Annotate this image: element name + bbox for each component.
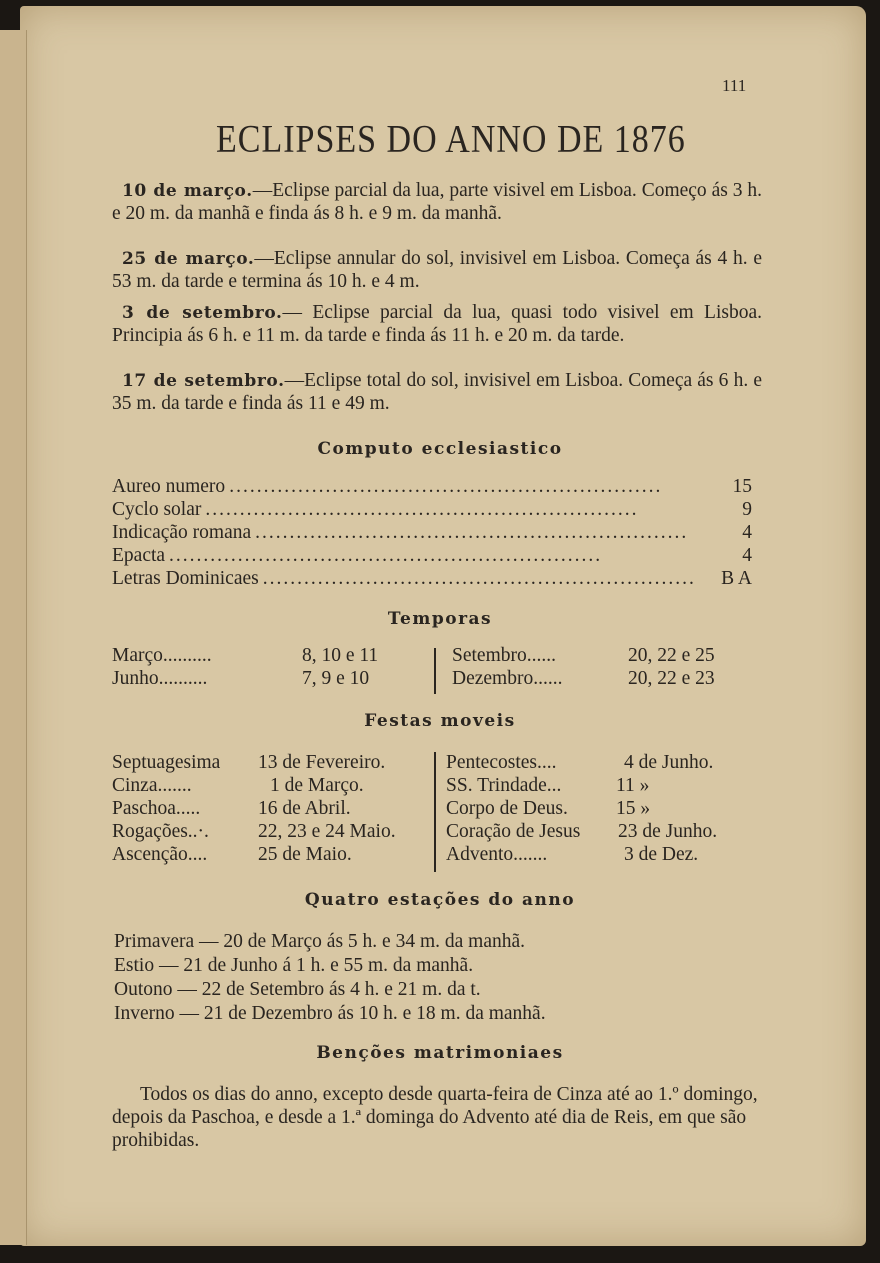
- estacao-line: Primavera — 20 de Março ás 5 h. e 34 m. da manhã.: [114, 931, 526, 952]
- temporas-dates: 7, 9 e 10: [302, 668, 370, 689]
- festas-divider: [434, 752, 436, 872]
- computo-value: 4: [742, 522, 752, 543]
- computo-label: Epacta: [112, 545, 166, 566]
- eclipse-text: — Eclipse parcial da lua, quasi todo visivel em Lisboa. Principia ás 6 h. e 11 m. da tarde e finda ás 11 h. e 20 m. da tarde.: [112, 302, 762, 346]
- festa-date: 23 de Junho.: [618, 821, 718, 842]
- festa-name: Advento.......: [446, 844, 548, 865]
- festa-name: Rogações..·.: [112, 821, 209, 842]
- festa-name: Corpo de Deus.: [446, 798, 568, 819]
- festa-date: 16 de Abril.: [258, 798, 351, 819]
- computo-row: Cyclo solar ............................................................... 9: [112, 499, 752, 520]
- page-number: 111: [722, 76, 747, 95]
- eclipse-entry: [112, 248, 762, 293]
- eclipse-date: 17 de setembro.: [122, 371, 285, 391]
- estacoes-heading: Quatro estações do anno: [304, 890, 576, 910]
- computo-row: Indicação romana ............................................................... 4: [112, 522, 752, 543]
- festa-date: 25 de Maio.: [258, 844, 352, 865]
- festa-name: Cinza.......: [112, 775, 192, 796]
- eclipse-entry: [112, 302, 762, 347]
- eclipse-date: 25 de março.: [122, 249, 255, 269]
- computo-label: Aureo numero: [112, 476, 226, 497]
- festa-date: 11 »: [616, 775, 650, 796]
- festa-name: Septuagesima: [112, 752, 221, 773]
- temporas-month: Junho..........: [112, 668, 208, 689]
- temporas-heading: Temporas: [387, 609, 493, 629]
- festa-date: 4 de Junho.: [624, 752, 714, 773]
- festa-name: Pentecostes....: [446, 752, 557, 773]
- festa-name: Ascenção....: [112, 844, 208, 865]
- temporas-month: Dezembro......: [452, 668, 563, 689]
- computo-label: Cyclo solar: [112, 499, 202, 520]
- temporas-month: Março..........: [112, 645, 212, 666]
- festa-date: 13 de Fevereiro.: [258, 752, 386, 773]
- estacao-line: Outono — 22 de Setembro ás 4 h. e 21 m. da t.: [114, 979, 481, 1000]
- festa-date: 3 de Dez.: [624, 844, 699, 865]
- festa-name: SS. Trindade...: [446, 775, 562, 796]
- eclipse-date: 3 de setembro.: [122, 303, 283, 323]
- temporas-dates: 8, 10 e 11: [302, 645, 379, 666]
- computo-row: Letras Dominicaes ............................................................... B A: [112, 568, 752, 589]
- temporas-divider: [434, 648, 436, 694]
- festa-date: 1 de Março.: [270, 775, 364, 796]
- festa-date: 22, 23 e 24 Maio.: [258, 821, 396, 842]
- eclipse-text: —Eclipse parcial da lua, parte visivel em Lisboa. Começo ás 3 h. e 20 m. da manhã e finda ás 8 h. e 9 m. da manhã.: [112, 180, 762, 224]
- computo-row: Epacta ............................................................... 4: [112, 545, 752, 566]
- festas-heading: Festas moveis: [364, 711, 516, 731]
- computo-value: 4: [742, 545, 752, 566]
- eclipse-entry: [112, 370, 762, 415]
- computo-heading: Computo ecclesiastico: [317, 439, 563, 459]
- temporas-dates: 20, 22 e 23: [628, 668, 715, 689]
- temporas-dates: 20, 22 e 25: [628, 645, 715, 666]
- computo-value: 15: [732, 476, 752, 497]
- eclipse-date: 10 de março.: [122, 181, 253, 201]
- computo-value: B A: [721, 568, 752, 589]
- estacao-line: Inverno — 21 de Dezembro ás 10 h. e 18 m. da manhã.: [114, 1003, 546, 1024]
- page-title: ECLIPSES DO ANNO DE 1876: [216, 118, 686, 161]
- eclipse-text: —Eclipse total do sol, invisivel em Lisboa. Começa ás 6 h. e 35 m. da tarde e finda ás 11 e 49 m.: [112, 370, 762, 414]
- bencoes-paragraph: Todos os dias do anno, excepto desde quarta-feira de Cinza até ao 1.º domingo, depois da Paschoa, e desde a 1.ª dominga do Advento até dia de Reis, em que são prohibidas.: [112, 1084, 758, 1151]
- computo-label: Letras Dominicaes: [112, 568, 259, 589]
- bencoes-heading: Benções matrimoniaes: [316, 1043, 564, 1063]
- computo-value: 9: [742, 499, 752, 520]
- estacao-line: Estio — 21 de Junho á 1 h. e 55 m. da manhã.: [114, 955, 474, 976]
- festa-name: Paschoa.....: [112, 798, 201, 819]
- eclipse-entry: [112, 180, 762, 225]
- computo-row: Aureo numero ............................................................... 15: [112, 476, 752, 497]
- festa-date: 15 »: [616, 798, 651, 819]
- eclipse-text: —Eclipse annular do sol, invisivel em Lisboa. Começa ás 4 h. e 53 m. da tarde e termina ás 10 h. e 4 m.: [112, 248, 762, 292]
- computo-label: Indicação romana: [112, 522, 252, 543]
- temporas-month: Setembro......: [452, 645, 556, 666]
- festa-name: Coração de Jesus: [446, 821, 581, 842]
